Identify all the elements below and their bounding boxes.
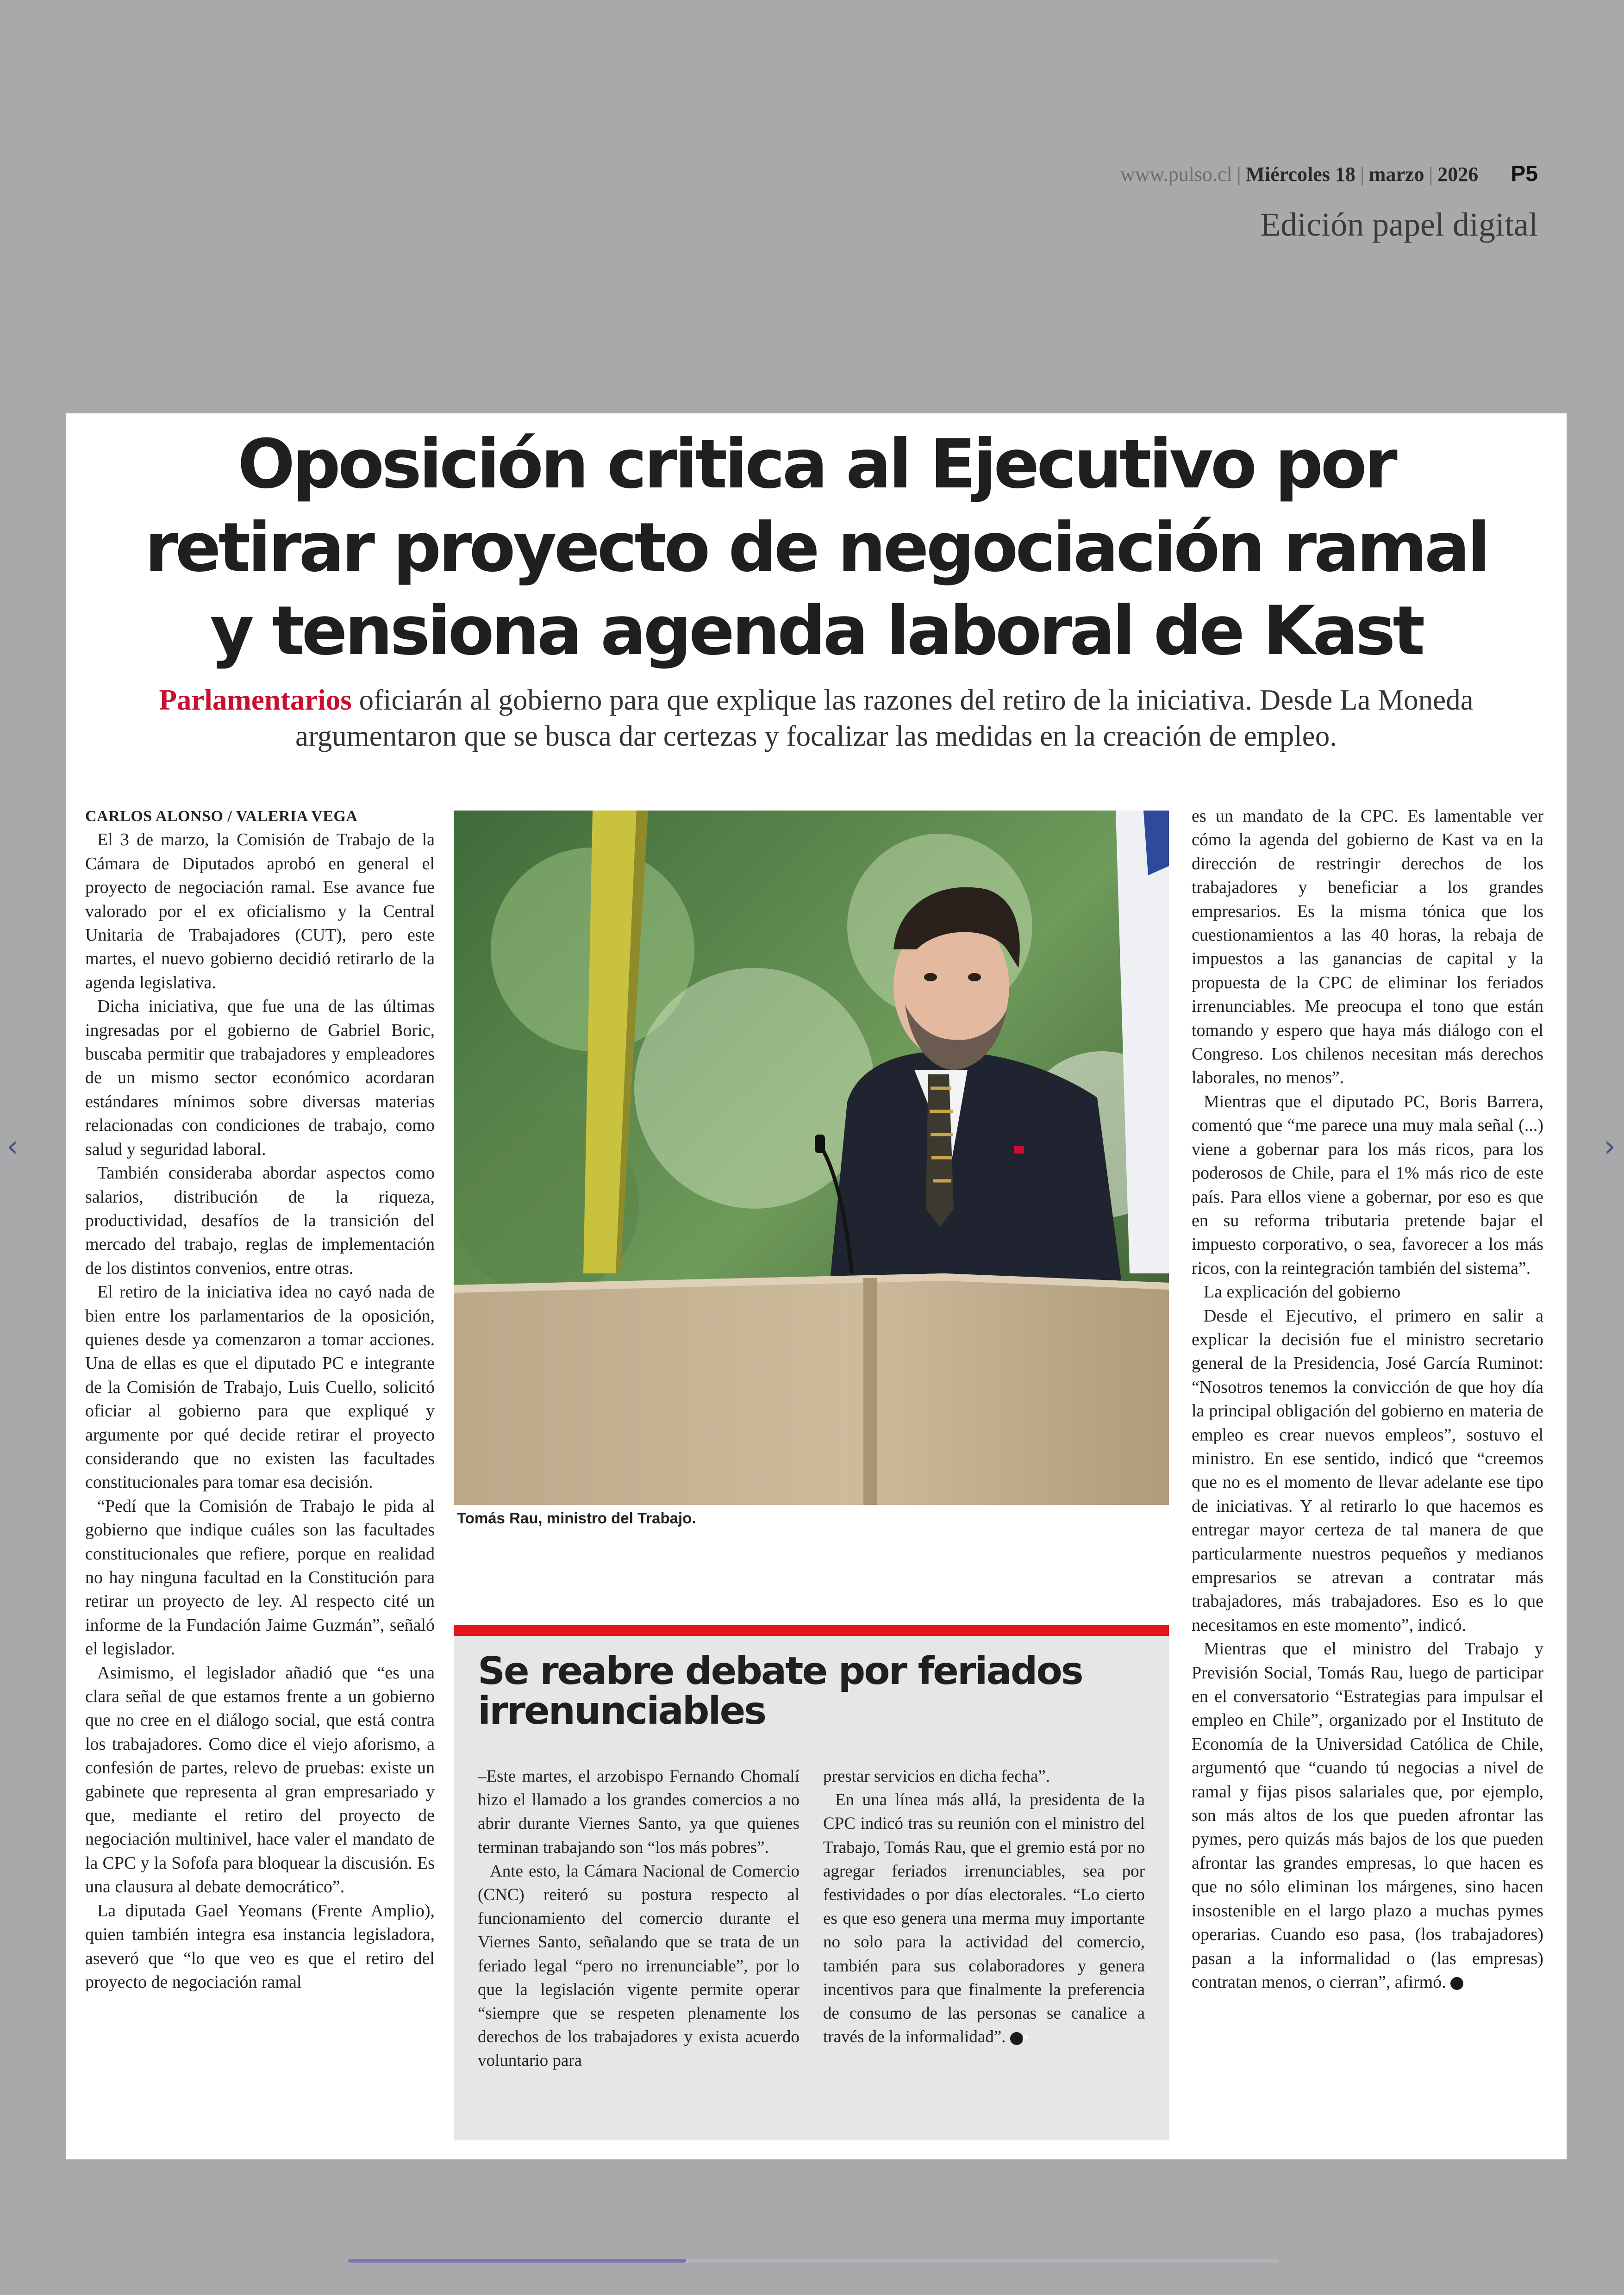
- page-header: www.pulso.cl | Miércoles 18 | marzo | 2026 P5: [1120, 162, 1538, 186]
- page-number: P5: [1511, 162, 1538, 186]
- subheading: La explicación del gobierno: [1204, 1282, 1401, 1302]
- paragraph: Asimismo, el legislador añadió que “es una clara señal de que estamos frente a un gobierno que no cree en el diálogo social, que está contra los trabajadores. Como dice el viejo aforismo, a confesión de partes, relevo de pruebas: existe un gabinete que representa al gran empresariado y que, mediante el retiro del proyecto de negociación multinivel, hace valer el mandato de la CPC y la Sofofa para bloquear la discusión. Es una clausura al debate democrático”.: [85, 1663, 435, 1897]
- paragraph: Ante esto, la Cámara Nacional de Comercio (CNC) reiteró su postura respecto al funcionamiento del comercio durante el Viernes Santo, señalando que se trata de un feriado legal “pero no irrenunciable”, por lo que la legislación vigente permite operar “siempre que se respeten plenamente los derechos de los trabajadores y exista acuerdo voluntario para: [478, 1861, 800, 2070]
- paragraph: prestar servicios en dicha fecha”.: [823, 1767, 1050, 1786]
- newspaper-page: [66, 413, 1567, 2159]
- paragraph: es un mandato de la CPC. Es lamentable ver cómo la agenda del gobierno de Kast va en la dirección de restringir derechos de los trabajadores y beneficiar a los grandes empresarios. Es la misma tónica que los cuestionamientos a las 40 horas, la rebaja de impuestos a las ganancias de capital y la propuesta de la CPC de eliminar los feriados irrenunciables. Me preocupa el tono que están tomando y espero que haya más diálogo con el Congreso. Los chilenos necesitan más derechos laborales, no menos”.: [1192, 806, 1543, 1088]
- end-mark-icon: P: [1450, 1977, 1463, 1990]
- scrollbar-thumb[interactable]: [348, 2259, 686, 2263]
- previous-page-chevron-icon[interactable]: ‹: [6, 1129, 19, 1164]
- site-url[interactable]: www.pulso.cl: [1120, 163, 1232, 186]
- next-page-chevron-icon[interactable]: ›: [1604, 1129, 1616, 1164]
- date-year: 2026: [1437, 163, 1479, 186]
- photo-caption: Tomás Rau, ministro del Trabajo.: [457, 1509, 696, 1527]
- sidebar-box: [454, 1625, 1169, 2140]
- sidebar-column-1: [478, 1765, 800, 2073]
- sidebar-column-2: [823, 1765, 1145, 2049]
- date-day: Miércoles 18: [1245, 163, 1355, 186]
- paragraph-text: Mientras que el ministro del Trabajo y Previsión Social, Tomás Rau, luego de participar en el conversatorio “Estrategias para impulsar el empleo en Chile”, organizado por el Instituto de Economía de la Universidad Católica de Chile, argumentó que “cuando tú negocias a nivel de ramal y fijas pisos salariales que, por ejemplo, son más altos de los que pueden afrontar las pymes, pero quizás más bajos de los que pueden afrontar las grandes empresas, lo que hacen es que no sólo eliminan los márgenes, sino hacen insostenible en el largo plazo a muchas pymes operarias. Cuando eso pasa, (los trabajadores) pasan a la informalidad o (las empresas) contratan menos, o cierran”, afirmó.: [1192, 1639, 1543, 1992]
- paragraph: [1192, 1637, 1543, 1994]
- article-photo: [454, 811, 1169, 1505]
- article-deck: [121, 682, 1511, 754]
- deck-highlight: Parlamentarios: [159, 684, 352, 716]
- sidebar-title: Se reabre debate por feriados irrenunciables: [478, 1649, 1082, 1733]
- paragraph: La diputada Gael Yeomans (Frente Amplio), quien también integra esa instancia legisladora, aseveró que “lo que veo es que el retiro del proyecto de negociación ramal: [85, 1901, 435, 1992]
- end-mark-icon: P: [1010, 2032, 1023, 2045]
- article-column-3: [1192, 804, 1543, 1994]
- paragraph: El retiro de la iniciativa idea no cayó nada de bien entre los parlamentarios de la oposición, quienes desde ya comenzaron a tomar acciones. Una de ellas es que el diputado PC e integrante de la Comisión de Trabajo, Luis Cuello, solicitó oficiar al gobierno para que expliqué y argumente por qué decide retirar el proyecto considerando que no existen las facultades constitucionales para tomar esa decisión.: [85, 1282, 435, 1492]
- paragraph: Mientras que el diputado PC, Boris Barrera, comentó que “me parece una muy mala señal (...) viene a gobernar para los más ricos, para los poderosos de Chile, para el 1% más rico de este país. Para ellos viene a gobernar, por eso es que en su reforma tributaria pretende bajar el impuesto corporativo, o sea, favorecer a los más ricos, con la reintegración también del sistema”.: [1192, 1091, 1543, 1278]
- paragraph: “Pedí que la Comisión de Trabajo le pida al gobierno que indique cuáles son las facultades constitucionales que refiere, porque en realidad no hay ninguna facultad en la Constitución para retirar un proyecto de ley. Al respecto cité un informe de la Fundación Jaime Guzmán”, señaló el legislador.: [85, 1496, 435, 1659]
- page-scrollbar[interactable]: [348, 2259, 1279, 2263]
- paragraph-text: En una línea más allá, la presidenta de la CPC indicó tras su reunión con el ministro del Trabajo, Tomás Rau, que el gremio está por no agregar feriados irrenunciables, sea por festividades o por días electorales. “Lo cierto es que eso genera una merma muy importante no solo para la actividad del comercio, también para sus colaboradores y genera incentivos para que finalmente la preferencia de consumo de las personas se canalice a través de la informalidad”.: [823, 1790, 1145, 2047]
- article-headline: Oposición critica al Ejecutivo por retirar proyecto de negociación ramal y tensiona agenda laboral de Kast: [144, 425, 1488, 670]
- paragraph: Dicha iniciativa, que fue una de las últimas ingresadas por el gobierno de Gabriel Boric, buscaba permitir que trabajadores y empleadores de un mismo sector económico acordaran estándares mínimos sobre diversas materias relacionadas con condiciones de trabajo, como salud y seguridad laboral.: [85, 997, 435, 1159]
- paragraph: También consideraba abordar aspectos como salarios, distribución de la riqueza, productividad, desafíos de la transición del mercado del trabajo, reglas de implementación de los distintos convenios, entre otras.: [85, 1163, 435, 1278]
- paragraph: –Este martes, el arzobispo Fernando Chomalí hizo el llamado a los grandes comercios a no abrir durante Viernes Santo, ya que quienes terminan trabajando son “los más pobres”.: [478, 1767, 800, 1857]
- byline: CARLOS ALONSO / VALERIA VEGA: [85, 808, 358, 825]
- date-month: marzo: [1368, 163, 1424, 186]
- paragraph: Desde el Ejecutivo, el primero en salir a explicar la decisión fue el ministro secretario general de la Presidencia, José García Ruminot: “Nosotros tenemos la convicción de que hoy día la principal obligación del gobierno en materia de empleo es crear nuevos empleos”, sostuvo el ministro. En ese sentido, indicó que “creemos que no es el momento de llevar adelante ese tipo de iniciativas. Y al retirarlo lo que hacemos es entregar mayor certeza de tal manera de que particularmente nuestros pequeños y medianos empresarios se atrevan a contratar más trabajadores, más trabajadores. Eso es lo que necesitamos en este momento”, indicó.: [1192, 1306, 1543, 1635]
- article-column-1: [85, 804, 435, 1994]
- deck-text: oficiarán al gobierno para que explique las razones del retiro de la iniciativa. Desde La Moneda argumentaron que se busca dar certezas y focalizar las medidas en la creación de empleo.: [295, 684, 1474, 752]
- paragraph: [823, 1788, 1145, 2049]
- edition-label: Edición papel digital: [1260, 206, 1538, 243]
- paragraph: El 3 de marzo, la Comisión de Trabajo de la Cámara de Diputados aprobó en general el proyecto de negociación ramal. Ese avance fue valorado por el ex oficialismo y la Central Unitaria de Trabajadores (CUT), pero este martes, el nuevo gobierno decidió retirarlo de la agenda legislativa.: [85, 830, 435, 992]
